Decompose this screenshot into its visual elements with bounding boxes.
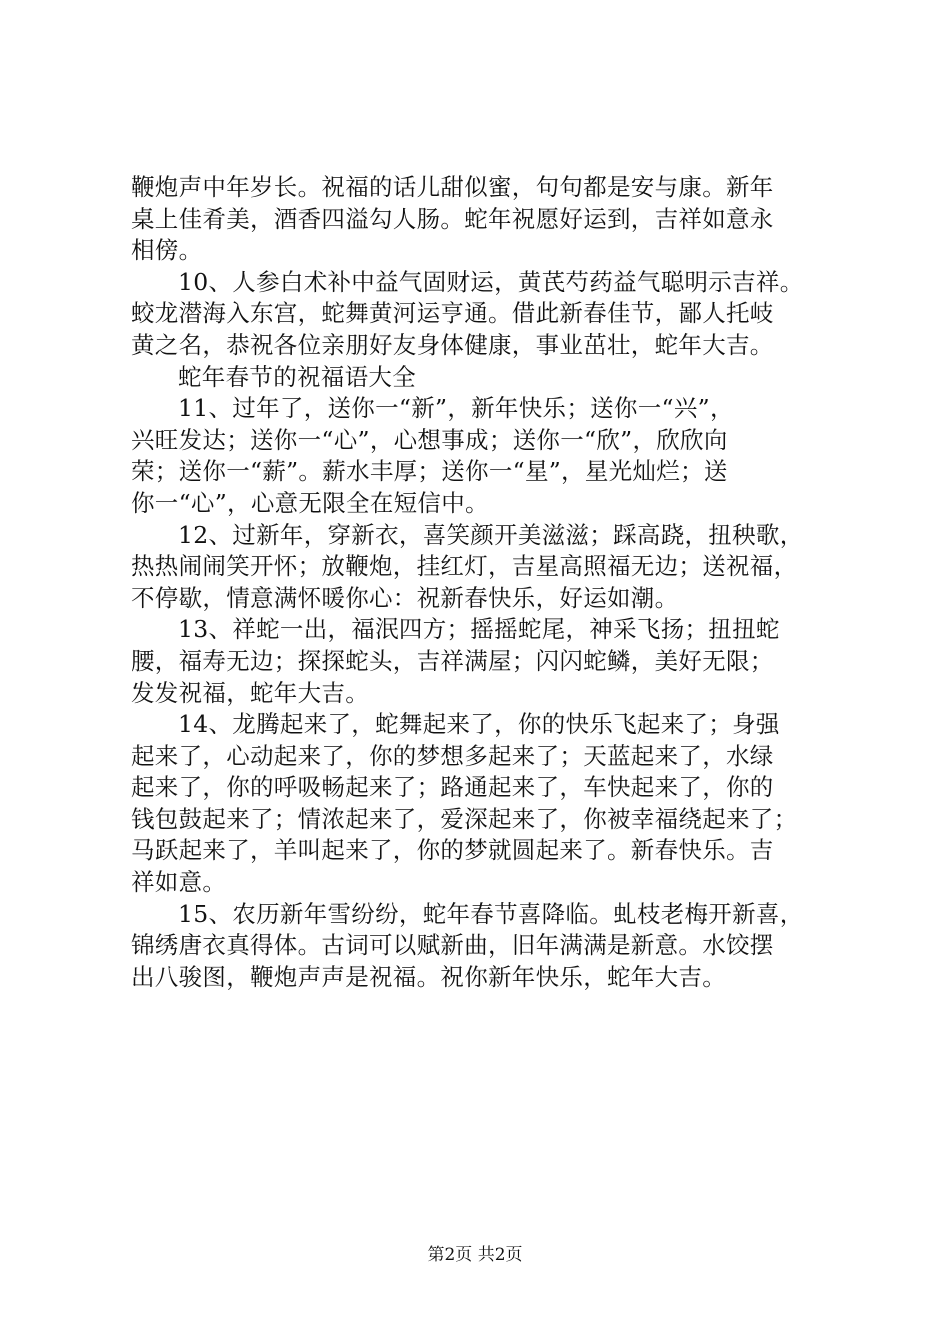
text-line: 蛟龙潜海入东宫，蛇舞黄河运亨通。借此新春佳节，鄙人托岐 <box>131 299 774 328</box>
text-line: 你一“心”，心意无限全在短信中。 <box>131 488 489 517</box>
text-line: 钱包鼓起来了；情浓起来了，爱深起来了，你被幸福绕起来了； <box>131 804 798 833</box>
paragraph-13-start: 13、祥蛇一出，福泯四方；摇摇蛇尾，神采飞扬；扭扭蛇 <box>178 615 780 644</box>
paragraph-12-start: 12、过新年，穿新衣，喜笑颜开美滋滋；踩高跷，扭秧歌， <box>178 520 804 549</box>
paragraph-15-start: 15、农历新年雪纷纷，蛇年春节喜降临。虬枝老梅开新喜， <box>178 899 804 928</box>
text-line: 马跃起来了，羊叫起来了，你的梦就圆起来了。新春快乐。吉 <box>131 836 774 865</box>
text-line: 黄之名，恭祝各位亲朋好友身体健康，事业茁壮，蛇年大吉。 <box>131 330 774 359</box>
text-line: 兴旺发达；送你一“心”，心想事成；送你一“欣”，欣欣向 <box>131 425 728 454</box>
text-line: 相傍。 <box>131 236 203 265</box>
section-heading: 蛇年春节的祝福语大全 <box>178 362 416 391</box>
page-number-footer: 第2页 共2页 <box>427 1245 523 1265</box>
text-line: 鞭炮声中年岁长。祝福的话儿甜似蜜，句句都是安与康。新年 <box>131 173 774 201</box>
text-line: 祥如意。 <box>131 868 227 897</box>
text-line: 热热闹闹笑开怀；放鞭炮，挂红灯，吉星高照福无边；送祝福， <box>131 552 798 581</box>
text-line: 腰，福寿无边；探探蛇头，吉祥满屋；闪闪蛇鳞，美好无限； <box>131 646 774 675</box>
document-body <box>131 172 831 993</box>
paragraph-14-start: 14、龙腾起来了，蛇舞起来了，你的快乐飞起来了；身强 <box>178 710 780 739</box>
text-line: 出八骏图，鞭炮声声是祝福。祝你新年快乐，蛇年大吉。 <box>131 962 726 991</box>
text-line: 锦绣唐衣真得体。古词可以赋新曲，旧年满满是新意。水饺摆 <box>131 931 774 960</box>
text-line: 起来了，你的呼吸畅起来了；路通起来了，车快起来了，你的 <box>131 773 774 802</box>
text-line: 发发祝福，蛇年大吉。 <box>131 678 369 707</box>
text-line: 不停歇，情意满怀暖你心：祝新春快乐，好运如潮。 <box>131 583 679 612</box>
paragraph-10-start: 10、人参白术补中益气固财运，黄芪芍药益气聪明示吉祥。 <box>178 267 804 296</box>
text-line: 桌上佳肴美，酒香四溢勾人肠。蛇年祝愿好运到，吉祥如意永 <box>131 204 774 233</box>
text-line: 荣；送你一“薪”。薪水丰厚；送你一“星”，星光灿烂；送 <box>131 457 728 486</box>
paragraph-11-start: 11、过年了，送你一“新”，新年快乐；送你一“兴”， <box>178 394 734 423</box>
text-line: 起来了，心动起来了，你的梦想多起来了；天蓝起来了，水绿 <box>131 741 774 770</box>
